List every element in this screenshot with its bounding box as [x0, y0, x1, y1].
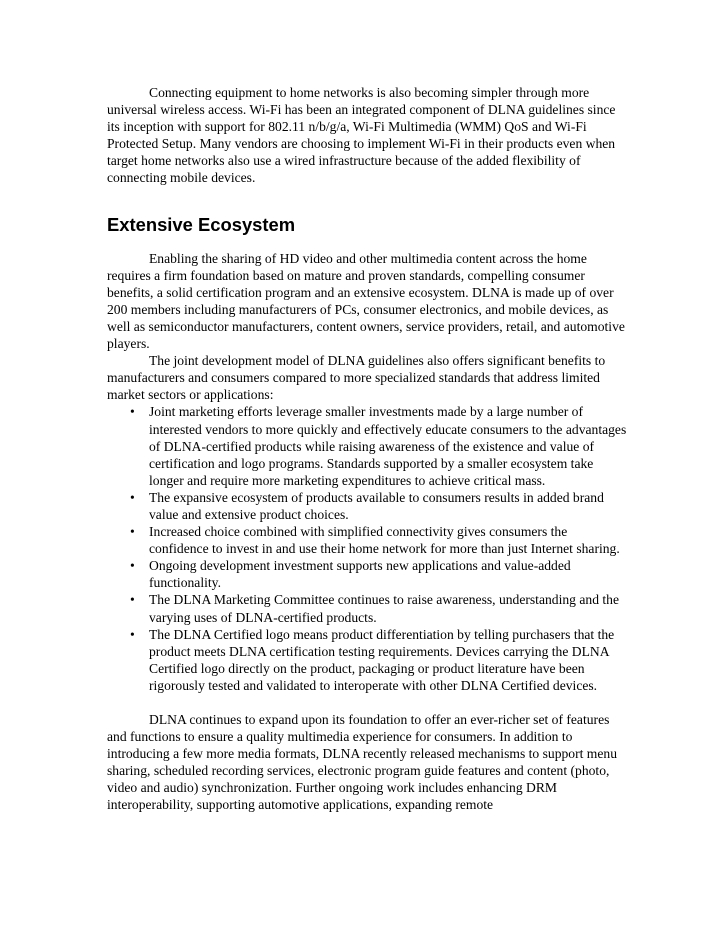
spacer: [107, 187, 627, 214]
list-item-text: Ongoing development investment supports new applications and value-added functionality.: [149, 558, 571, 591]
section-heading: Extensive Ecosystem: [107, 213, 296, 235]
list-item-text: The DLNA Marketing Committee continues to raise awareness, understanding and the varying uses of DLNA-certified products.: [149, 592, 619, 625]
bullet-glyph: •: [130, 489, 135, 505]
list-item: [107, 489, 627, 523]
document-page: [107, 84, 627, 814]
list-item-text: Joint marketing efforts leverage smaller investments made by a large number of interested vendors to more quickly and effectively educate consumers to the advantages of DLNA-certified products while raising awareness of the existence and value of certification and logo programs. Standards supported by a smaller ecosystem take longer and require more marketing expenditures to achieve critical mass.: [149, 404, 627, 488]
paragraph-expansion: DLNA continues to expand upon its foundation to offer an ever-richer set of features and functions to ensure a quality multimedia experience for consumers. In addition to introducing a few more media formats, DLNA recently released mechanisms to support menu sharing, scheduled recording services, electronic program guide features and content (photo, video and audio) synchronization. Further ongoing work includes enhancing DRM interoperability, supporting automotive applications, expanding remote: [107, 712, 617, 813]
bullet-glyph: •: [130, 558, 135, 574]
benefits-list: [107, 403, 627, 694]
list-item-text: Increased choice combined with simplified connectivity gives consumers the confidence to invest in and use their home network for more than just Internet sharing.: [149, 524, 620, 557]
bullet-glyph: •: [130, 524, 135, 540]
list-item: [107, 557, 627, 591]
list-item-text: The DLNA Certified logo means product differentiation by telling purchasers that the product meets DLNA certification testing requirements. Devices carrying the DLNA Certified logo directly on the product, packaging or product literature have been rigorously tested and validated to interoperate with other DLNA Certified devices.: [149, 626, 615, 693]
paragraph-ecosystem-intro: Enabling the sharing of HD video and other multimedia content across the home requires a firm foundation based on mature and proven standards, compelling consumer benefits, a solid certification program and an extensive ecosystem. DLNA is made up of over 200 members including manufacturers of PCs, consumer electronics, and mobile devices, as well as semiconductor manufacturers, content owners, service providers, retail, and automotive players.: [107, 250, 625, 352]
bullet-glyph: •: [130, 592, 135, 608]
list-item: [107, 403, 627, 488]
bullet-glyph: •: [130, 626, 135, 642]
list-item-text: The expansive ecosystem of products available to consumers results in added brand value and extensive product choices.: [149, 489, 604, 522]
list-item: [107, 523, 627, 557]
list-item: [107, 591, 627, 625]
paragraph-wifi: Connecting equipment to home networks is also becoming simpler through more universal wireless access. Wi-Fi has been an integrated component of DLNA guidelines since its inception with support for 802.11 n/b/g/a, Wi-Fi Multimedia (WMM) QoS and Wi-Fi Protected Setup. Many vendors are choosing to implement Wi-Fi in their products even when target home networks also use a wired infrastructure because of the added flexibility of connecting mobile devices.: [107, 85, 616, 186]
spacer: [107, 694, 627, 711]
spacer: [107, 236, 627, 250]
list-item: [107, 626, 627, 694]
paragraph-joint-development: The joint development model of DLNA guidelines also offers significant benefits to manufacturers and consumers compared to more specialized standards that address limited market sectors or applications:: [107, 353, 606, 403]
bullet-glyph: •: [130, 404, 135, 420]
